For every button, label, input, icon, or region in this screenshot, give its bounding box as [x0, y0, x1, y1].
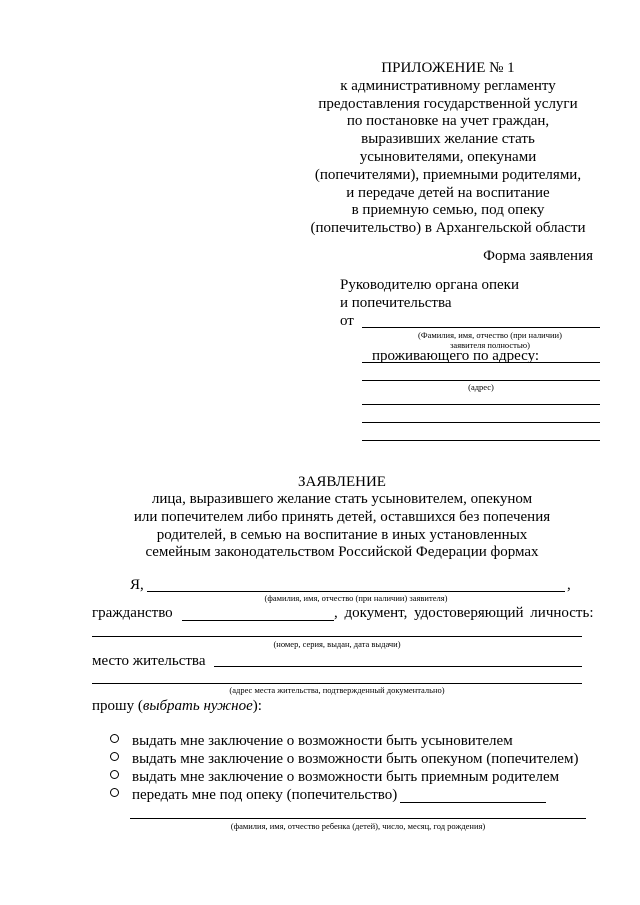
i-label: Я, [130, 577, 144, 593]
address-field-3[interactable] [362, 422, 600, 423]
form-label: Форма заявления [483, 248, 593, 264]
option-label: выдать мне заключение о возможности быть опекуном (попечителем) [132, 751, 579, 767]
title-sub-line: родителей, в семью на воспитание в иных установленных [156, 527, 528, 543]
option-label: выдать мне заключение о возможности быть приемным родителем [132, 769, 560, 785]
citizenship-field[interactable] [182, 620, 334, 621]
from-label: от [340, 313, 354, 329]
applicant-fullname-hint: (фамилия, имя, отчество (при наличии) заявителя) [264, 593, 448, 603]
document-label: , документ, удостоверяющий личность: [334, 605, 594, 621]
appendix-line: и передаче детей на воспитание [346, 184, 550, 201]
applicant-name-field[interactable] [362, 327, 600, 328]
document-title: ЗАЯВЛЕНИЕ [298, 474, 386, 490]
title-sub-line: или попечителем либо принять детей, оставшихся без попечения [133, 509, 551, 525]
applicant-fullname-field[interactable] [147, 591, 565, 592]
title-sub-line: лица, выразившего желание стать усыновителем, опекуном [151, 491, 533, 507]
address-hint: (адрес) [468, 382, 494, 392]
residence-hint: (адрес места жительства, подтвержденный документально) [229, 685, 445, 695]
residence-field[interactable] [214, 666, 582, 667]
residence-label: место жительства [92, 653, 206, 669]
option-foster-parent[interactable] [110, 768, 559, 786]
citizenship-label: гражданство [92, 605, 173, 621]
appendix-line: (попечительство) в Архангельской области [310, 220, 586, 237]
radio-circle-icon[interactable] [110, 788, 119, 797]
address-field-4[interactable] [362, 440, 600, 441]
document-hint: (номер, серия, выдан, дата выдачи) [273, 639, 401, 649]
address-field-2[interactable] [362, 404, 600, 405]
address-field[interactable] [362, 380, 600, 381]
option-label: передать мне под опеку (попечительство) [132, 787, 398, 803]
i-comma: , [567, 577, 571, 593]
applicant-name-hint: (Фамилия, имя, отчество (при наличии) заявителя полностью) [418, 330, 562, 350]
option-guardianship-transfer[interactable] [110, 786, 397, 804]
appendix-line: в приемную семью, под опеку [351, 202, 545, 219]
child-info-hint: (фамилия, имя, отчество ребенка (детей), число, месяц, год рождения) [230, 821, 486, 831]
option-label: выдать мне заключение о возможности быть усыновителем [132, 733, 513, 749]
appendix-line: к административному регламенту [340, 77, 556, 94]
addressee-line2: и попечительства [340, 295, 452, 311]
appendix-line: усыновителями, опекунами [359, 148, 537, 165]
appendix-line: выразивших желание стать [361, 131, 535, 148]
residing-line [362, 362, 600, 363]
radio-circle-icon[interactable] [110, 770, 119, 779]
request-label [92, 697, 262, 715]
residing-label: проживающего по адресу: [372, 348, 540, 364]
child-inline-field[interactable] [400, 802, 546, 803]
request-italic: выбрать нужное [142, 698, 253, 714]
request-suffix: ): [252, 698, 262, 714]
title-sub-line: семейным законодательством Российской Федерации формах [145, 544, 539, 560]
child-info-field[interactable] [130, 818, 586, 819]
appendix-line: по постановке на учет граждан, [346, 113, 550, 130]
appendix-line: предоставления государственной услуги [318, 95, 578, 112]
residence-field-2[interactable] [92, 683, 582, 684]
option-guardian[interactable] [110, 750, 578, 768]
radio-circle-icon[interactable] [110, 752, 119, 761]
appendix-line: (попечителями), приемными родителями, [314, 166, 582, 183]
document-field[interactable] [92, 636, 582, 637]
radio-circle-icon[interactable] [110, 734, 119, 743]
appendix-line: ПРИЛОЖЕНИЕ № 1 [381, 60, 515, 76]
option-adopter[interactable] [110, 732, 513, 750]
appendix-header [300, 60, 596, 238]
request-prefix: прошу ( [92, 698, 143, 714]
addressee-line1: Руководителю органа опеки [340, 277, 519, 293]
